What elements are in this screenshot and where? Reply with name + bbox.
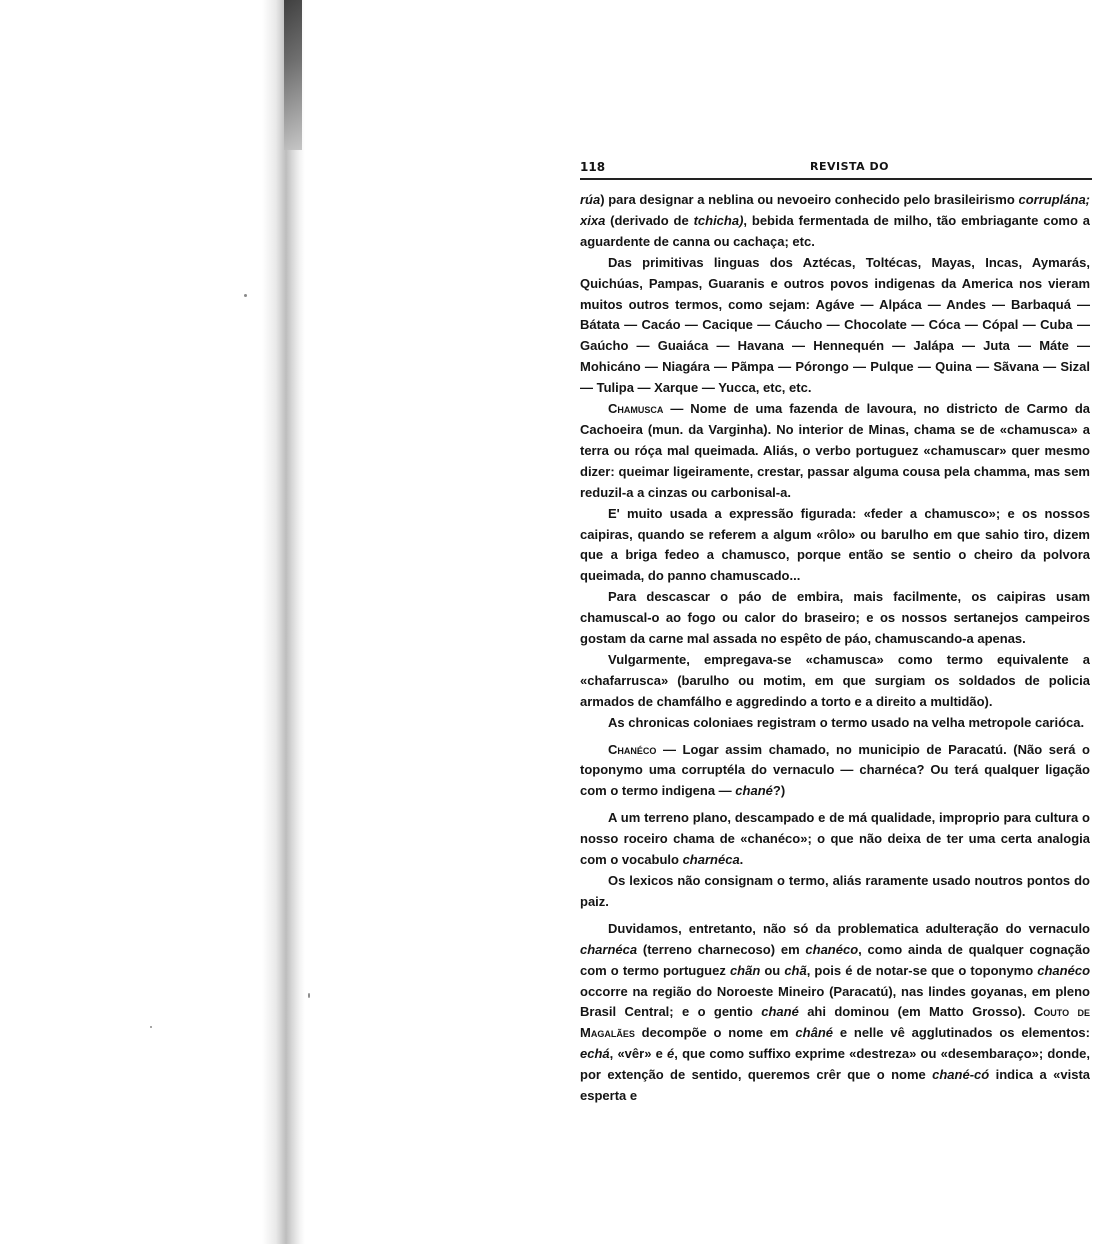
page-text-body — [580, 190, 1090, 1230]
paragraph — [580, 253, 1090, 399]
paragraph — [580, 587, 1090, 650]
text-run: decompõe o nome em — [634, 1025, 796, 1041]
text-run: As chronicas coloniaes registram o termo usado na velha metropole carióca. — [608, 714, 1085, 730]
text-run: — Nome de uma fazenda de lavoura, no districto de Carmo da Cachoeira (mun. da Varginha). No interior de Minas, chama se de «chamusca» a terra ou róça mal queimada. Aliás, o verbo portuguez «chamuscar» quer mesmo dizer: queimar ligeiramente, crestar, passar alguma cousa pela chamma, mas sem reduzil-a a cinzas ou carbonisal-a. — [580, 401, 1090, 500]
text-run: (derivado de — [605, 212, 694, 228]
italic-term: rúa — [580, 192, 601, 207]
text-run: , que como suffixo exprime «destreza» ou «desembaraço»; donde, por extenção de sentido, queremos crêr que o nome — [580, 1046, 1090, 1083]
text-run: , «vêr» e — [609, 1046, 668, 1062]
text-run: , como ainda de qualquer cognação com o termo portuguez — [580, 941, 1090, 978]
page-number: 118 — [580, 160, 606, 174]
text-run: — Logar assim chamado, no municipio de Paracatú. (Não será o toponymo uma corruptéla do vernaculo — charnéca? Ou terá qualquer ligação com o termo indigena — — [580, 741, 1090, 799]
header-rule — [580, 178, 1092, 180]
text-run: ou — [760, 962, 785, 978]
italic-term: chanéco — [1037, 962, 1090, 978]
text-run: E' muito usada a expressão figurada: «feder a chamusco»; e os nossos caipiras, quando se referem a algum «rôlo» ou barulho em que sahio tiro, dizem que a briga fedeo a chamusco, porque então se sentio o cheiro da polvora queimada, do panno chamuscado... — [580, 505, 1090, 584]
text-run: ?) — [772, 783, 786, 799]
paragraph — [580, 808, 1090, 871]
running-title: REVISTA DO — [810, 160, 889, 173]
entry-headword: Couto de Magalães — [580, 1004, 1090, 1041]
paragraph — [580, 650, 1090, 713]
paragraph — [580, 190, 1090, 253]
paragraph — [580, 871, 1090, 913]
text-run: Vulgarmente, empregava-se «chamusca» como termo equivalente a «chafarrusca» (barulho ou motim, em que surgiam os soldados de policia armados de chamfálho e aggredindo a torto e a direito a multidão). — [580, 651, 1090, 709]
italic-term: charnéca — [580, 941, 638, 957]
text-run: (terreno charnecoso) em — [637, 941, 806, 957]
text-run: Das primitivas linguas dos Aztécas, Toltécas, Mayas, Incas, Aymarás, Quichúas, Pampas, Guaranis e outros povos indigenas da America nos vieram muitos outros termos, como sejam: Agáve — Alpáca — Andes — Barbaquá — Bátata — Cacáo — Cacique — Cáucho — Chocolate — Cóca — Cópal — Cuba — Gaúcho — Guaiáca — Havana — Hennequén — Jalápa — Juta — Máte — Mohicáno — Niagára — Pãmpa — Pórongo — Pulque — Quina — Sãvana — Sizal — Tulipa — Xarque — Yucca, etc, etc. — [580, 254, 1090, 396]
paragraph — [580, 399, 1090, 504]
entry-headword: Chanéco — [608, 741, 657, 757]
paragraph — [580, 919, 1090, 1107]
entry-headword: Chamusca — [608, 401, 664, 417]
page-gutter-shadow — [0, 0, 305, 1244]
italic-term: echá — [580, 1046, 610, 1062]
italic-term: chanéco — [805, 941, 859, 957]
text-run: ahi dominou (em Matto Grosso). — [798, 1004, 1034, 1020]
italic-term: chã — [784, 962, 807, 978]
text-run: , bebida fermentada de milho, tão embriagante como a aguardente de canna ou cachaça; etc. — [580, 212, 1090, 249]
paragraph — [580, 504, 1090, 588]
text-run: Duvidamos, entretanto, não só da problematica adulteração do vernaculo — [608, 920, 1090, 936]
italic-term: châné — [795, 1025, 833, 1041]
page-header — [580, 160, 1092, 178]
italic-term: tchicha) — [693, 212, 744, 228]
italic-term: charnéca — [682, 852, 740, 868]
binding-shadow — [284, 0, 302, 150]
text-run: Para descascar o páo de embira, mais facilmente, os caipiras usam chamuscal-o ao fogo ou calor do braseiro; e os nossos sertanejos campeiros gostam da carne mal assada no espêto de páo, chamuscando-a apenas. — [580, 589, 1090, 647]
text-run: occorre na região do Noroeste Mineiro (Paracatú), nas lindes goyanas, em pleno Brasil Central; e o gentio — [580, 983, 1090, 1020]
scan-speck — [308, 993, 310, 998]
italic-term: chané-có — [932, 1067, 990, 1083]
italic-term: chãn — [729, 962, 761, 978]
italic-term: é — [667, 1046, 675, 1062]
text-run: . — [739, 852, 744, 868]
text-run: e nelle vê agglutinados os elementos: — [833, 1025, 1090, 1041]
text-run: indica a «vista esperta e — [580, 1067, 1090, 1104]
italic-term: corruplána; xixa — [580, 192, 1090, 228]
paragraph — [580, 713, 1090, 734]
paragraph — [580, 740, 1090, 803]
text-run: Os lexicos não consignam o termo, aliás raramente usado noutros pontos do paiz. — [580, 873, 1090, 909]
text-run: A um terreno plano, descampado e de má qualidade, improprio para cultura o nosso roceiro chama de «chanéco»; o que não deixa de ter uma certa analogia com o vocabulo — [580, 810, 1090, 868]
italic-term: chané — [761, 1004, 799, 1020]
text-run: ) para designar a neblina ou nevoeiro conhecido pelo brasileirismo — [600, 192, 1019, 207]
text-run: , pois é de notar-se que o toponymo — [806, 962, 1038, 978]
italic-term: chané — [735, 783, 773, 799]
scan-speck — [244, 294, 247, 297]
scan-speck — [150, 1026, 152, 1028]
